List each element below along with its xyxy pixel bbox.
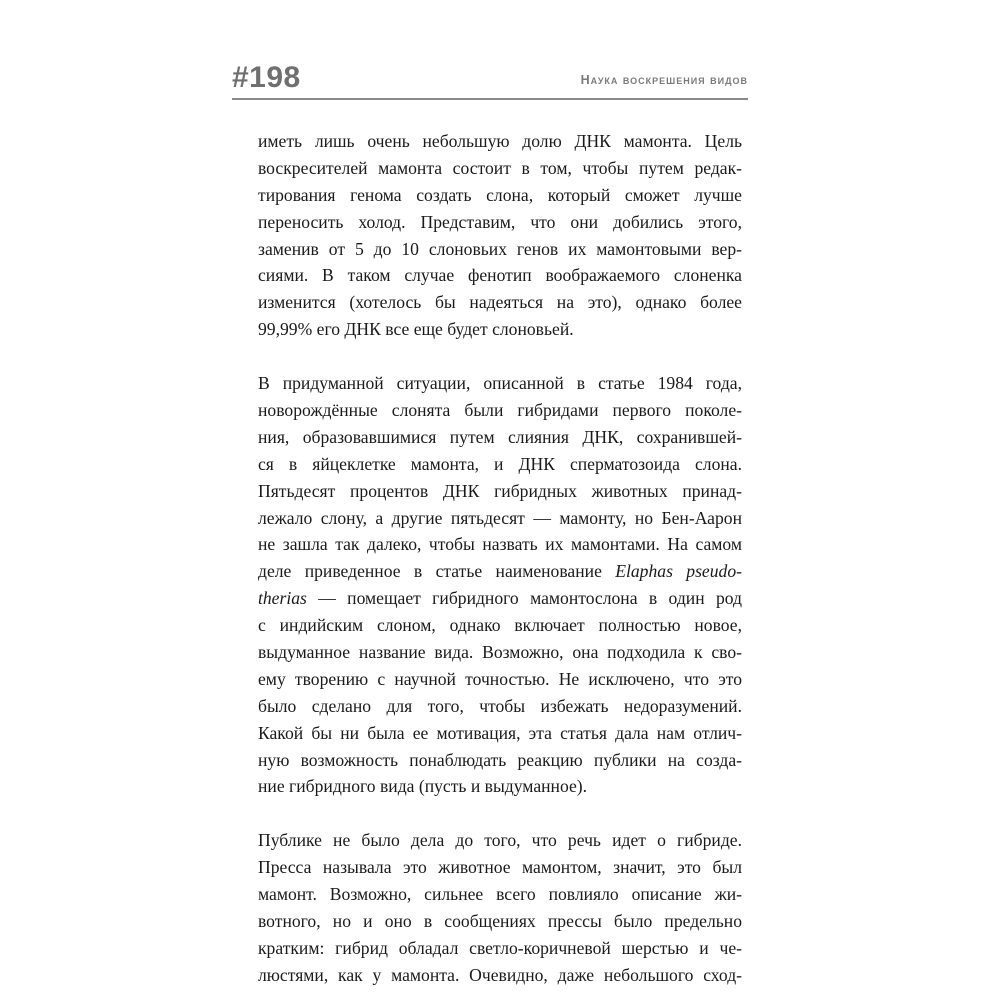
text-line: кратким: гибрид обладал светло-коричневой шерстью и че- (258, 937, 742, 958)
paragraph (258, 827, 742, 988)
text-line: люстями, как у мамонта. Очевидно, даже небольшого сход- (258, 964, 742, 985)
text-line: ему творению с научной точностью. Не исключено, что это (258, 668, 742, 689)
text-line: В придуманной ситуации, описанной в статье 1984 года, (258, 373, 742, 394)
species-name-italic: Elaphas pseudo- (615, 561, 742, 582)
text-line: вотного, но и оно в сообщениях прессы было предельно (258, 911, 742, 932)
text-line: выдуманное название вида. Возможно, она подходила к сво- (258, 642, 742, 663)
text-line: ся в яйцеклетке мамонта, и ДНК сперматозоида слона. (258, 453, 742, 474)
text-line: мамонт. Возможно, сильнее всего повлияло описание жи- (258, 884, 742, 905)
text-line: Пятьдесят процентов ДНК гибридных животных принад- (258, 480, 742, 501)
text-line: не зашла так далеко, чтобы назвать их мамонтами. На самом (258, 534, 742, 555)
text-line: изменится (хотелось бы надеяться на это), однако более (258, 292, 742, 313)
paragraph-gap (258, 343, 742, 370)
text-line: Какой бы ни была ее мотивация, эта статья дала нам отлич- (258, 722, 742, 743)
paragraph (258, 128, 742, 343)
running-title: Наука воскрешения видов (580, 73, 748, 87)
text-line: с индийским слоном, однако включает полностью новое, (258, 615, 742, 636)
text-line: ную возможность понаблюдать реакцию публики на созда- (258, 749, 742, 770)
text-line: тирования генома создать слона, который сможет лучше (258, 184, 742, 205)
body-text (258, 128, 742, 989)
page-header (232, 60, 748, 100)
text-line: Публике не было дела до того, что речь идет о гибриде. (258, 830, 742, 851)
text-line: ние гибридного вида (пусть и выдуманное). (258, 776, 588, 797)
text-line: лежало слону, а другие пятьдесят — мамонту, но Бен-Аарон (258, 507, 742, 528)
text-run: деле приведенное в статье наименование (258, 561, 616, 582)
text-line (258, 558, 742, 585)
text-line (258, 585, 742, 612)
text-line: новорождённые слонята были гибридами первого поколе- (258, 400, 742, 421)
page-number: #198 (232, 61, 301, 94)
header-rule (232, 98, 748, 100)
text-line: иметь лишь очень небольшую долю ДНК мамонта. Цель (258, 131, 742, 151)
paragraph (258, 370, 742, 800)
text-line: было сделано для того, чтобы избежать недоразумений. (258, 695, 742, 716)
text-line: заменив от 5 до 10 слоновьих генов их мамонтовыми вер- (258, 238, 742, 259)
text-line: сиями. В таком случае фенотип воображаемого слоненка (258, 265, 742, 286)
text-line: переносить холод. Представим, что они добились этого, (258, 211, 742, 232)
species-name-italic: therias (258, 588, 307, 609)
text-run: — помещает гибридного мамонтослона в один род (306, 588, 742, 609)
paragraph-gap (258, 800, 742, 827)
text-line: ния, образовавшимися путем слияния ДНК, сохранившей- (258, 426, 742, 447)
text-line: воскресителей мамонта состоит в том, чтобы путем редак- (258, 157, 742, 178)
text-line: 99,99% его ДНК все еще будет слоновьей. (258, 319, 574, 340)
text-line: Пресса называла это животное мамонтом, значит, это был (258, 857, 742, 878)
